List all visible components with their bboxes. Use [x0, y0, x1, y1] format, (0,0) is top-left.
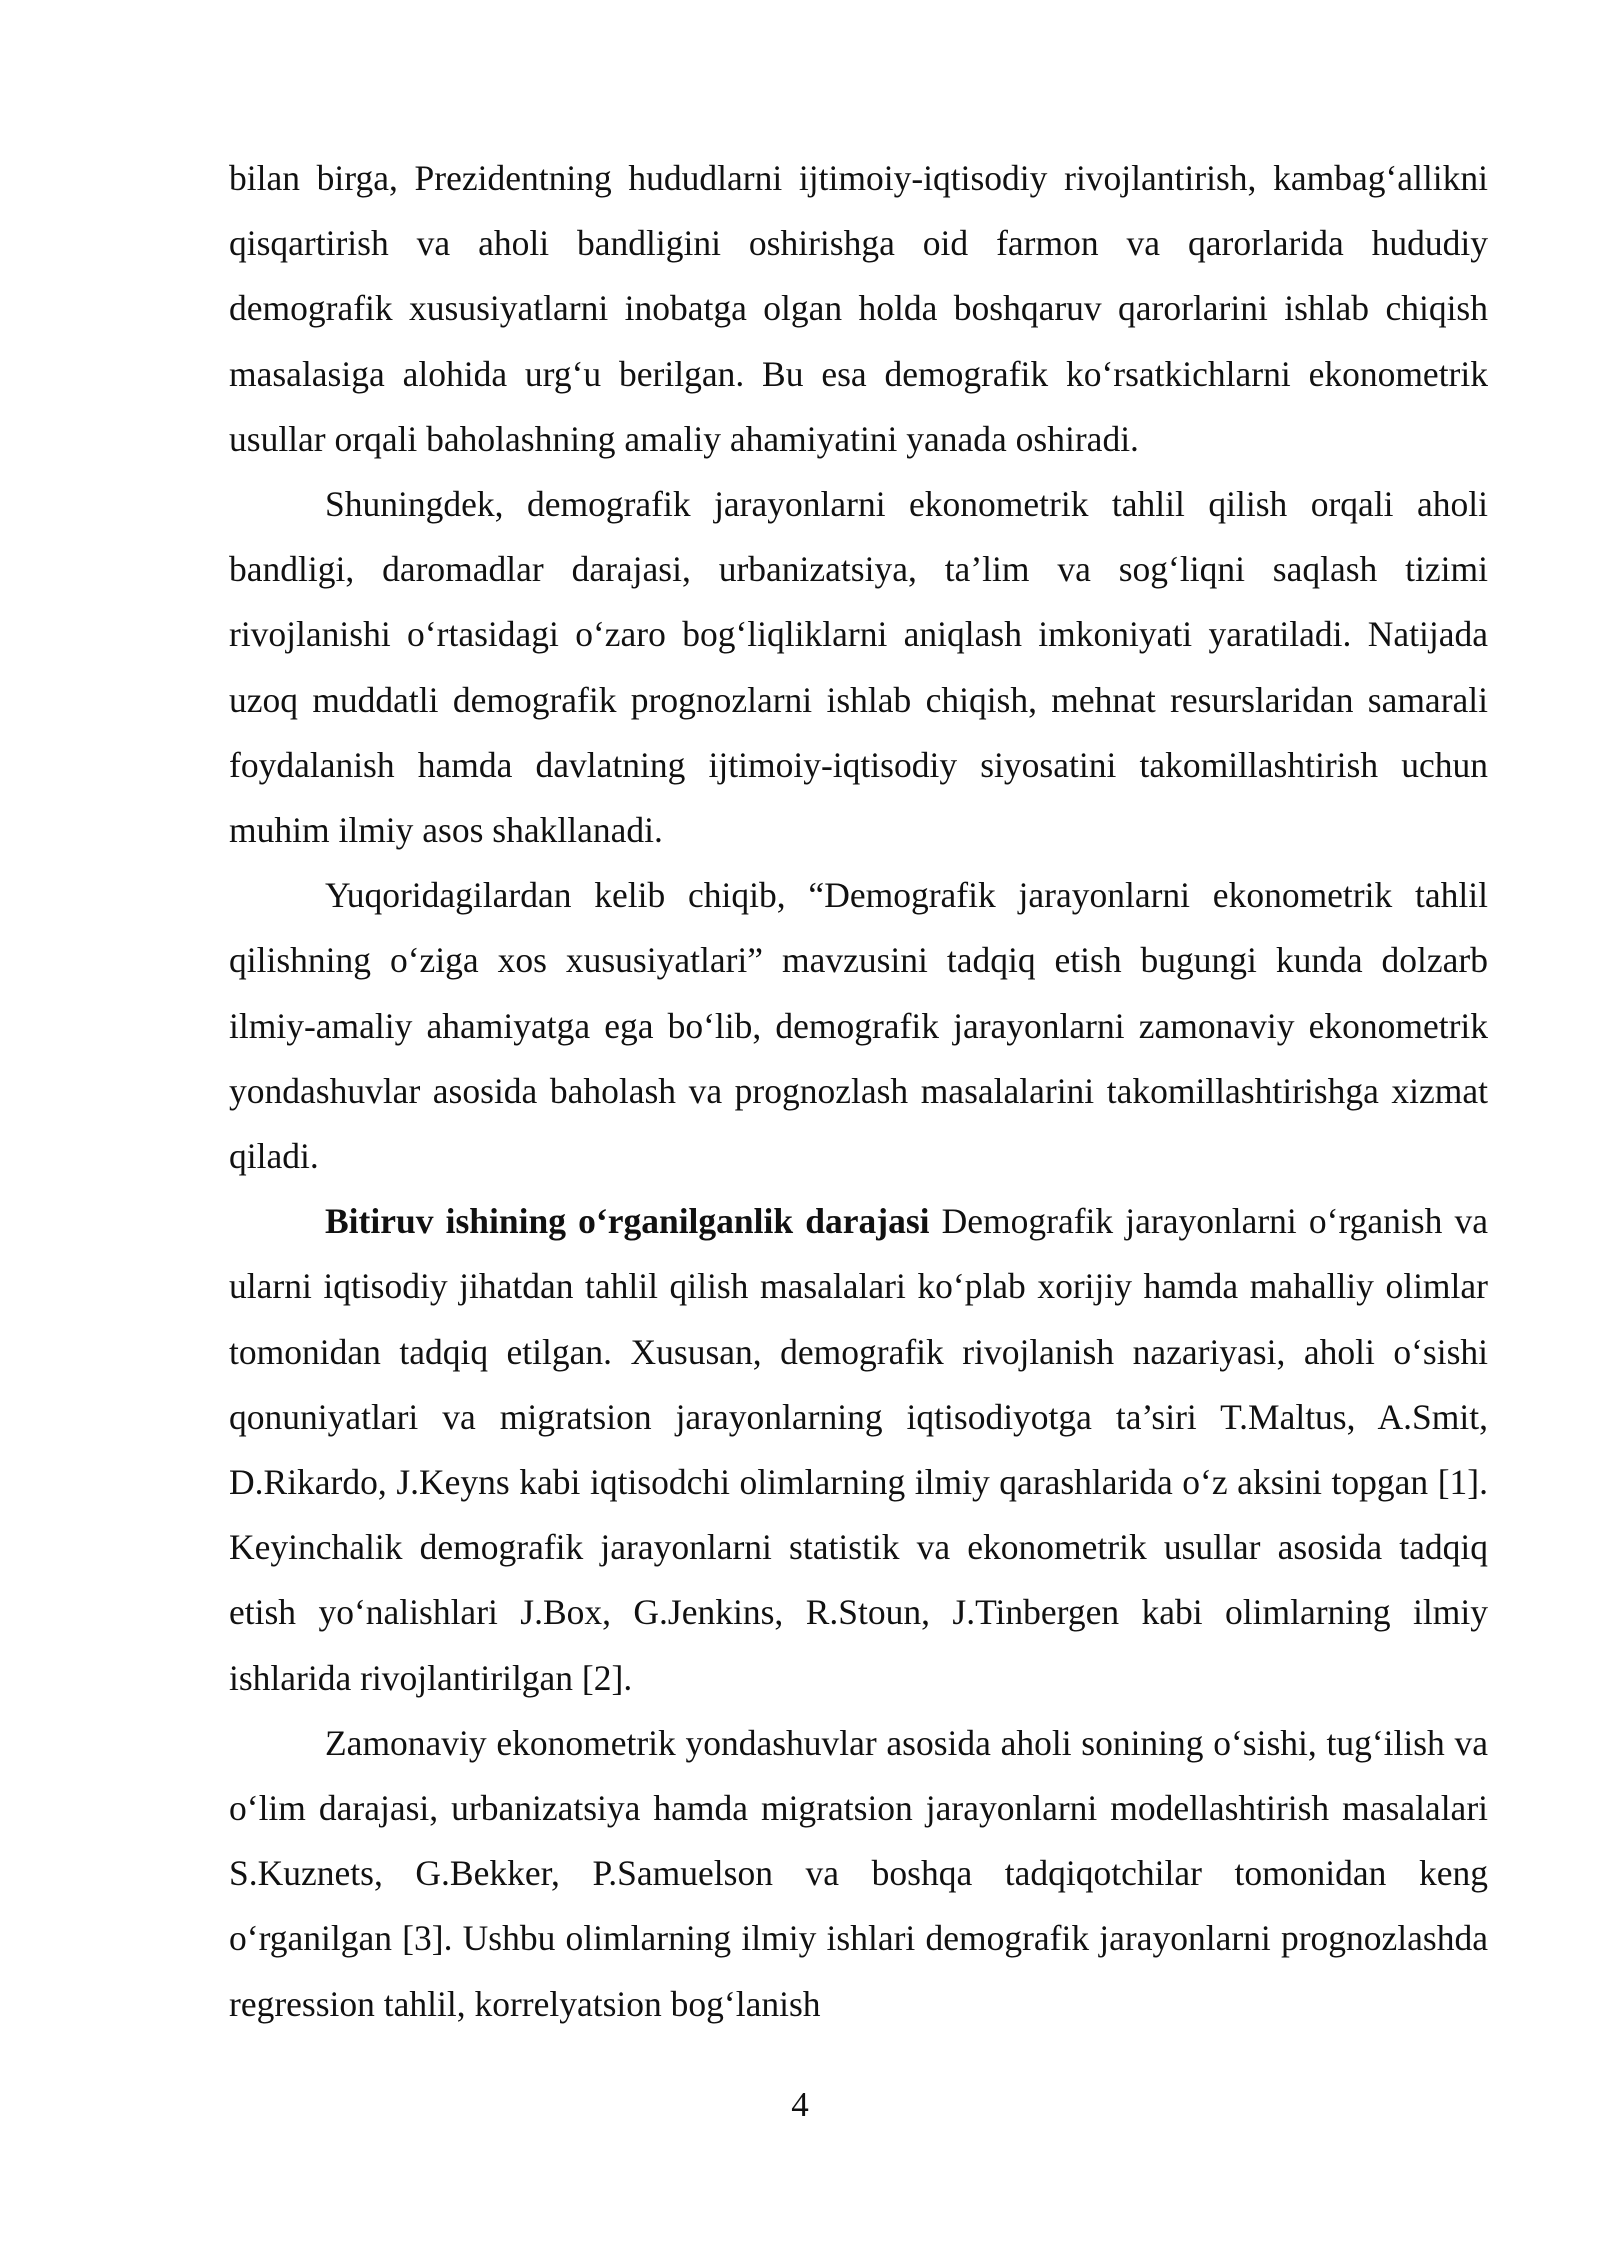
paragraph-3-text: Yuqoridagilardan kelib chiqib, “Demografik jarayonlarni ekonometrik tahlil qilishning o‘ziga xos xususiyatlari” mavzusini tadqiq etish bugungi kunda dolzarb ilmiy-amaliy ahamiyatga ega bo‘lib, demografik jarayonlarni zamonaviy ekonometrik yondashuvlar asosida baholash va prognozlash masalalarini takomillashtirishga xizmat qiladi.	[229, 875, 1488, 1177]
paragraph-2	[229, 472, 1488, 863]
paragraph-4	[229, 1189, 1488, 1711]
paragraph-5-text: Zamonaviy ekonometrik yondashuvlar asosida aholi sonining o‘sishi, tug‘ilish va o‘lim darajasi, urbanizatsiya hamda migratsion jarayonlarni modellashtirish masalalari S.Kuznets, G.Bekker, P.Samuelson va boshqa tadqiqotchilar tomonidan keng o‘rganilgan [3]. Ushbu olimlarning ilmiy ishlari demografik jarayonlarni prognozlashda regression tahlil, korrelyatsion bog‘lanish	[229, 1722, 1488, 2024]
paragraph-3	[229, 863, 1488, 1189]
page-number: 4	[791, 2085, 809, 2124]
body-text	[229, 146, 1488, 2037]
paragraph-5	[229, 1711, 1488, 2037]
paragraph-1	[229, 146, 1488, 472]
paragraph-1-text: bilan birga, Prezidentning hududlarni ijtimoiy-iqtisodiy rivojlantirish, kambag‘allikni qisqartirish va aholi bandligini oshirishga oid farmon va qarorlarida hududiy demografik xususiyatlarni inobatga olgan holda boshqaruv qarorlarini ishlab chiqish masalasiga alohida urg‘u berilgan. Bu esa demografik ko‘rsatkichlarni ekonometrik usullar orqali baholashning amaliy ahamiyatini yanada oshiradi.	[229, 158, 1488, 459]
paragraph-4-text: Demografik jarayonlarni o‘rganish va ularni iqtisodiy jihatdan tahlil qilish masalalari ko‘plab xorijiy hamda mahalliy olimlar tomonidan tadqiq etilgan. Xususan, demografik rivojlanish nazariyasi, aholi o‘sishi qonuniyatlari va migratsion jarayonlarning iqtisodiyotga ta’siri T.Maltus, A.Smit, D.Rikardo, J.Keyns kabi iqtisodchi olimlarning ilmiy qarashlarida o‘z aksini topgan [1]. Keyinchalik demografik jarayonlarni statistik va ekonometrik usullar asosida tadqiq etish yo‘nalishlari J.Box, G.Jenkins, R.Stoun, J.Tinbergen kabi olimlarning ilmiy ishlarida rivojlantirilgan [2].	[229, 1201, 1488, 1698]
section-heading-inline: Bitiruv ishining o‘rganilganlik darajasi	[325, 1201, 930, 1242]
paragraph-2-text: Shuningdek, demografik jarayonlarni ekonometrik tahlil qilish orqali aholi bandligi, daromadlar darajasi, urbanizatsiya, ta’lim va sog‘liqni saqlash tizimi rivojlanishi o‘rtasidagi o‘zaro bog‘liqliklarni aniqlash imkoniyati yaratiladi. Natijada uzoq muddatli demografik prognozlarni ishlab chiqish, mehnat resurslaridan samarali foydalanish hamda davlatning ijtimoiy-iqtisodiy siyosatini takomillashtirish uchun muhim ilmiy asos shakllanadi.	[229, 484, 1488, 851]
